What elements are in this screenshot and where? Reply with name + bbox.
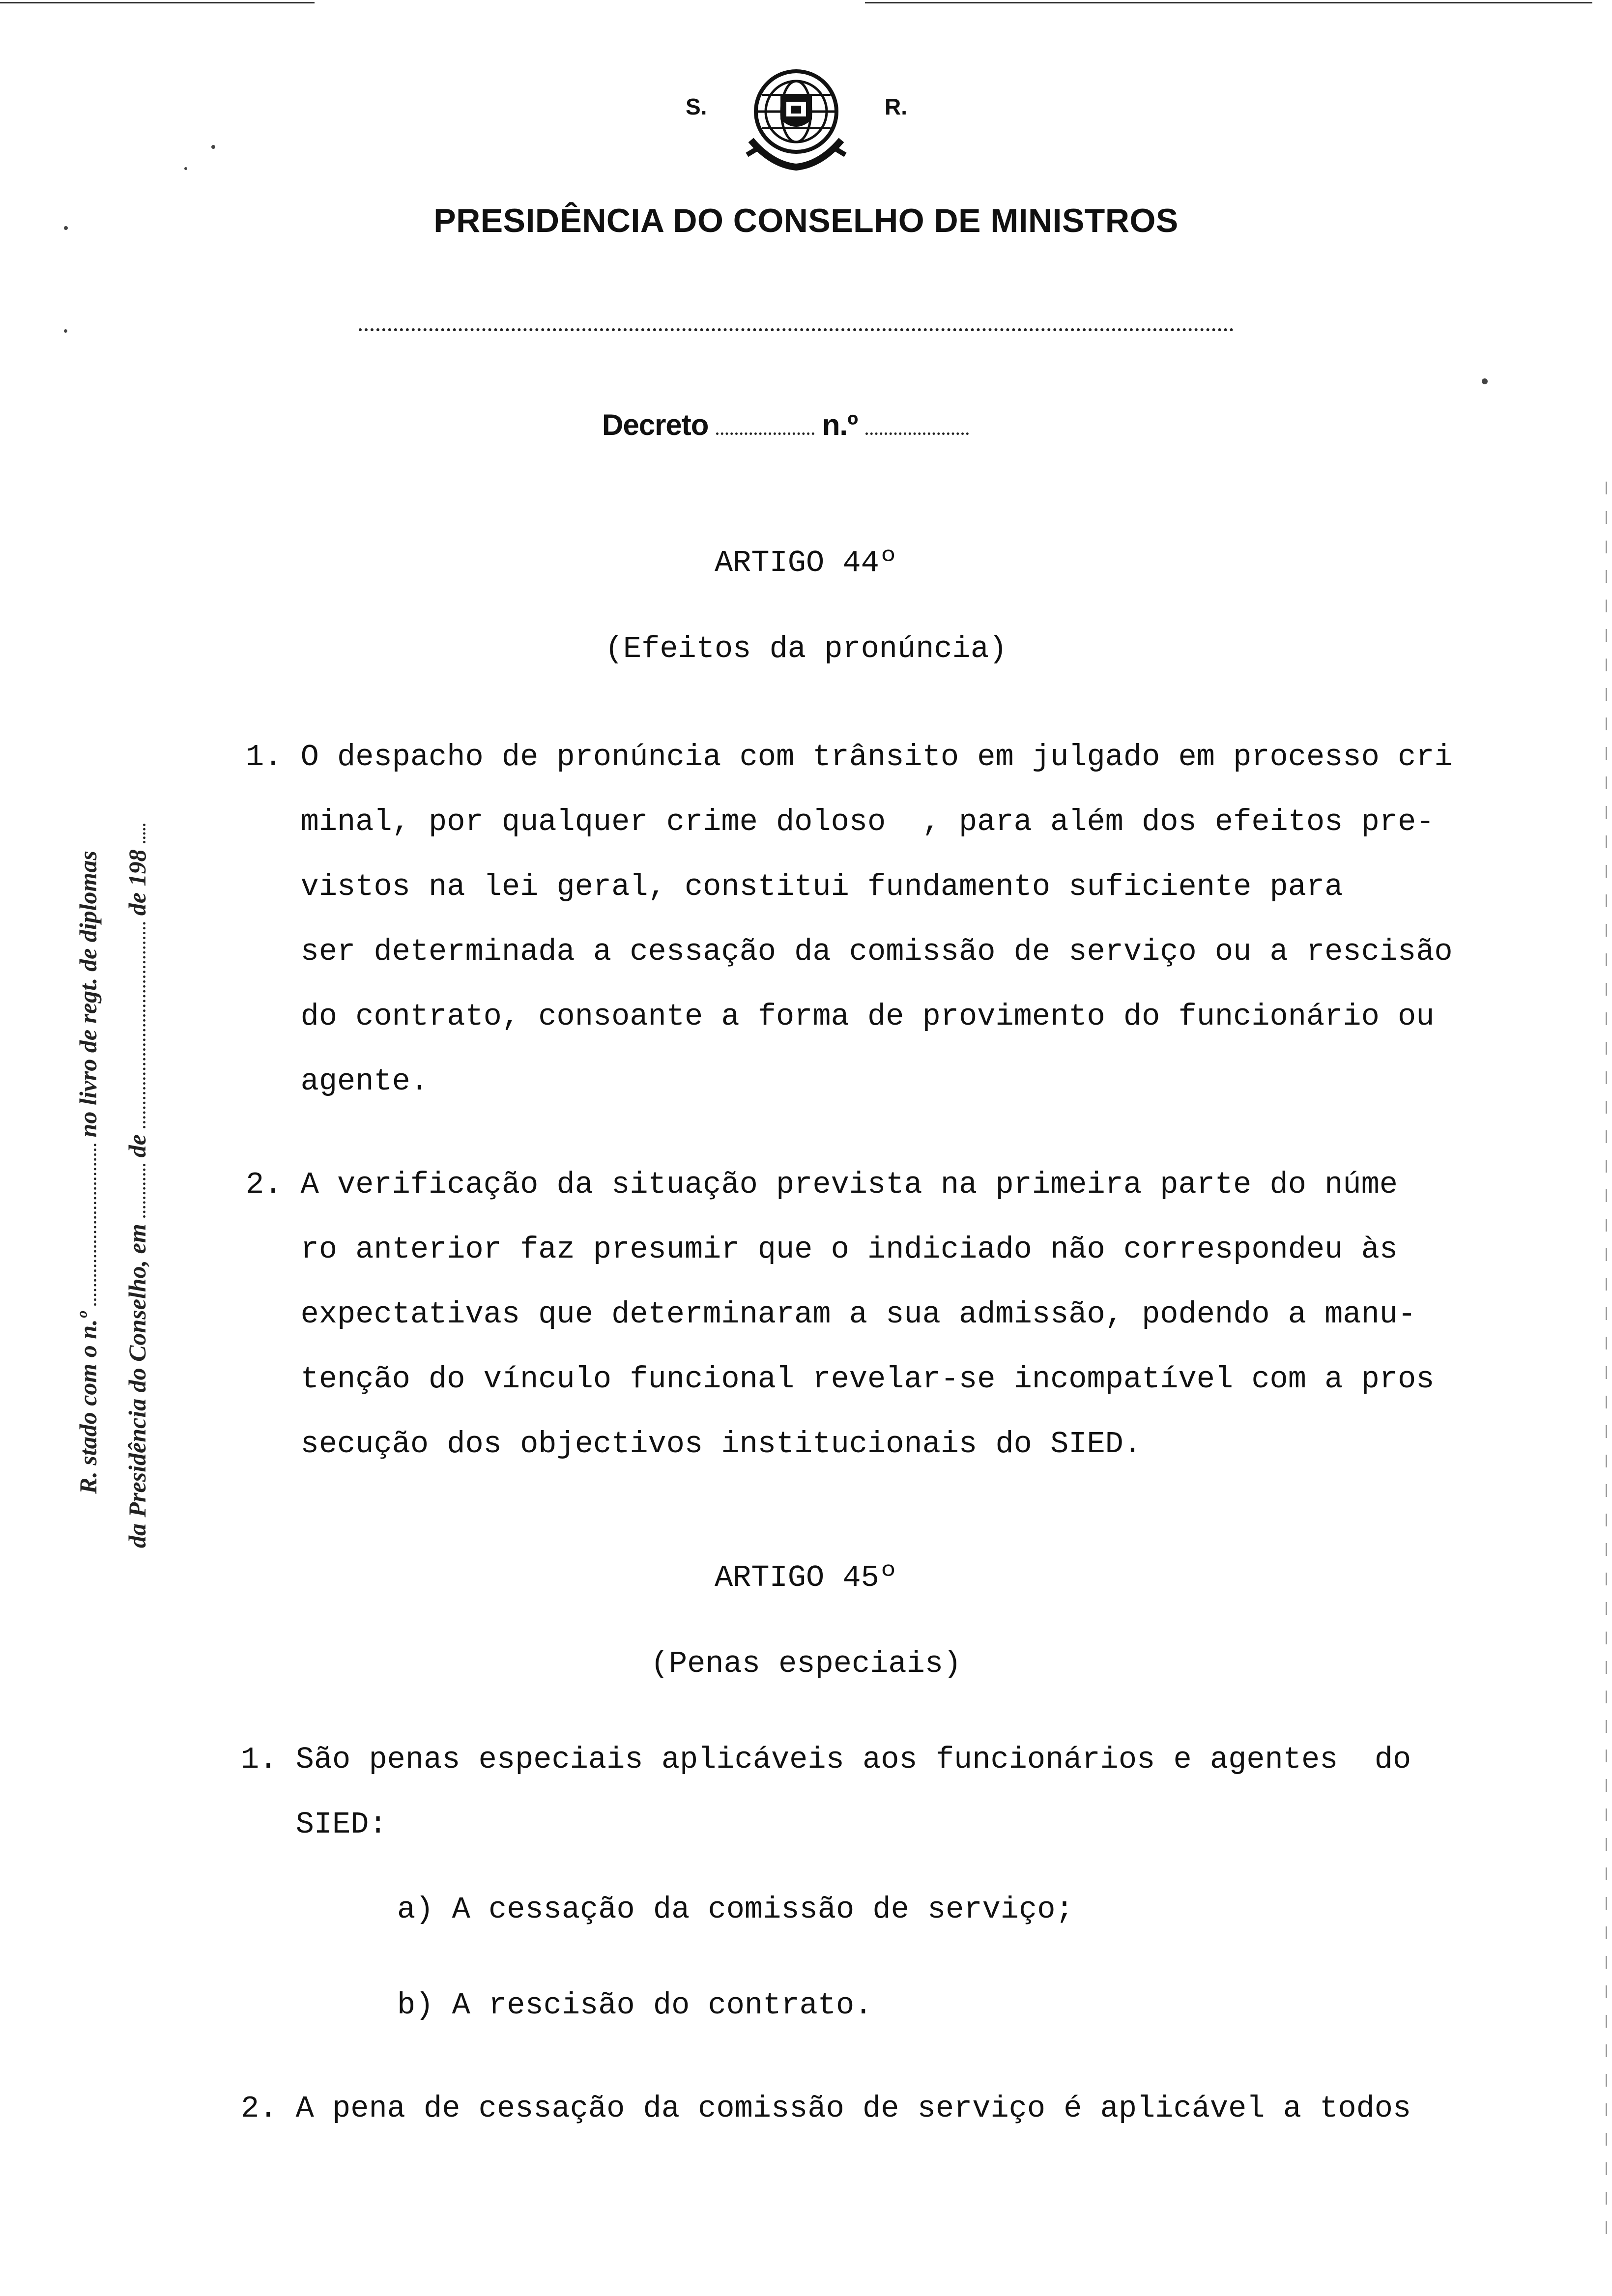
margin-line2-end: de 198 — [123, 849, 151, 916]
article-45-subtitle: (Penas especiais) — [650, 1646, 962, 1681]
article-45-item-b: b) A rescisão do contrato. — [397, 1988, 873, 2023]
margin-registration-line2 — [123, 824, 151, 1548]
margin-line1-middle: no livro de regt. — [74, 977, 102, 1138]
article-44-title: ARTIGO 44º — [714, 545, 898, 580]
margin-blank — [143, 1164, 145, 1218]
top-edge-line — [0, 2, 315, 3]
numero-label: n.º — [822, 408, 858, 441]
decreto-label: Decreto — [602, 408, 709, 441]
margin-line1-start: R. stado com o n.º — [74, 1312, 102, 1494]
decreto-blank — [716, 432, 814, 435]
margin-line1-end: de diplomas — [74, 851, 102, 972]
header-s-letter: S. — [686, 94, 707, 119]
scan-speck — [184, 167, 187, 170]
article-45-item-a: a) A cessação da comissão de serviço; — [397, 1892, 1074, 1927]
scan-speck — [64, 226, 68, 230]
article-44-subtitle: (Efeitos da pronúncia) — [604, 631, 1008, 666]
header-r-letter: R. — [885, 94, 907, 119]
scan-speck — [211, 145, 215, 149]
article-45-paragraph-1: 1. São penas especiais aplicáveis aos funcionários e agentes do SIED: — [241, 1742, 1411, 1842]
margin-blank — [94, 1144, 96, 1306]
article-44-paragraph-1: 1. O despacho de pronúncia com trânsito em julgado em processo cri minal, por qualquer crime doloso , para além dos efeitos pre- vistos na lei geral, constitui fundamento suficiente para ser determinada a cessação da comissão de serviço ou a rescisão do contrato, consoante a forma de provimento do funcionário ou agente. — [246, 740, 1453, 1099]
portuguese-coat-of-arms-icon — [742, 66, 850, 174]
article-44-paragraph-2: 2. A verificação da situação prevista na primeira parte do núme ro anterior faz presumir que o indiciado não correspondeu às expectativas que determinaram a sua admissão, podendo a manu- tenção do vínculo funcional revelar-se incompatível com a pros secução dos objectivos institucionais do SIED. — [246, 1167, 1435, 1462]
numero-blank — [865, 432, 969, 435]
article-45-title: ARTIGO 45º — [714, 1560, 898, 1595]
margin-line2-start: da Presidência do Conselho, em — [123, 1224, 151, 1548]
header-dotted-rule — [359, 328, 1234, 331]
margin-blank — [143, 824, 145, 843]
article-45-paragraph-2: 2. A pena de cessação da comissão de serviço é aplicável a todos — [241, 2091, 1411, 2126]
margin-registration-line1 — [74, 851, 102, 1494]
top-edge-line — [865, 2, 1592, 3]
margin-blank — [143, 922, 145, 1128]
scan-speck — [64, 329, 67, 333]
presidency-heading: PRESIDÊNCIA DO CONSELHO DE MINISTROS — [433, 202, 1179, 239]
margin-line2-middle: de — [123, 1134, 151, 1158]
right-edge-marks — [1606, 482, 1607, 2251]
scan-speck — [1482, 378, 1488, 384]
decreto-line — [602, 408, 969, 442]
